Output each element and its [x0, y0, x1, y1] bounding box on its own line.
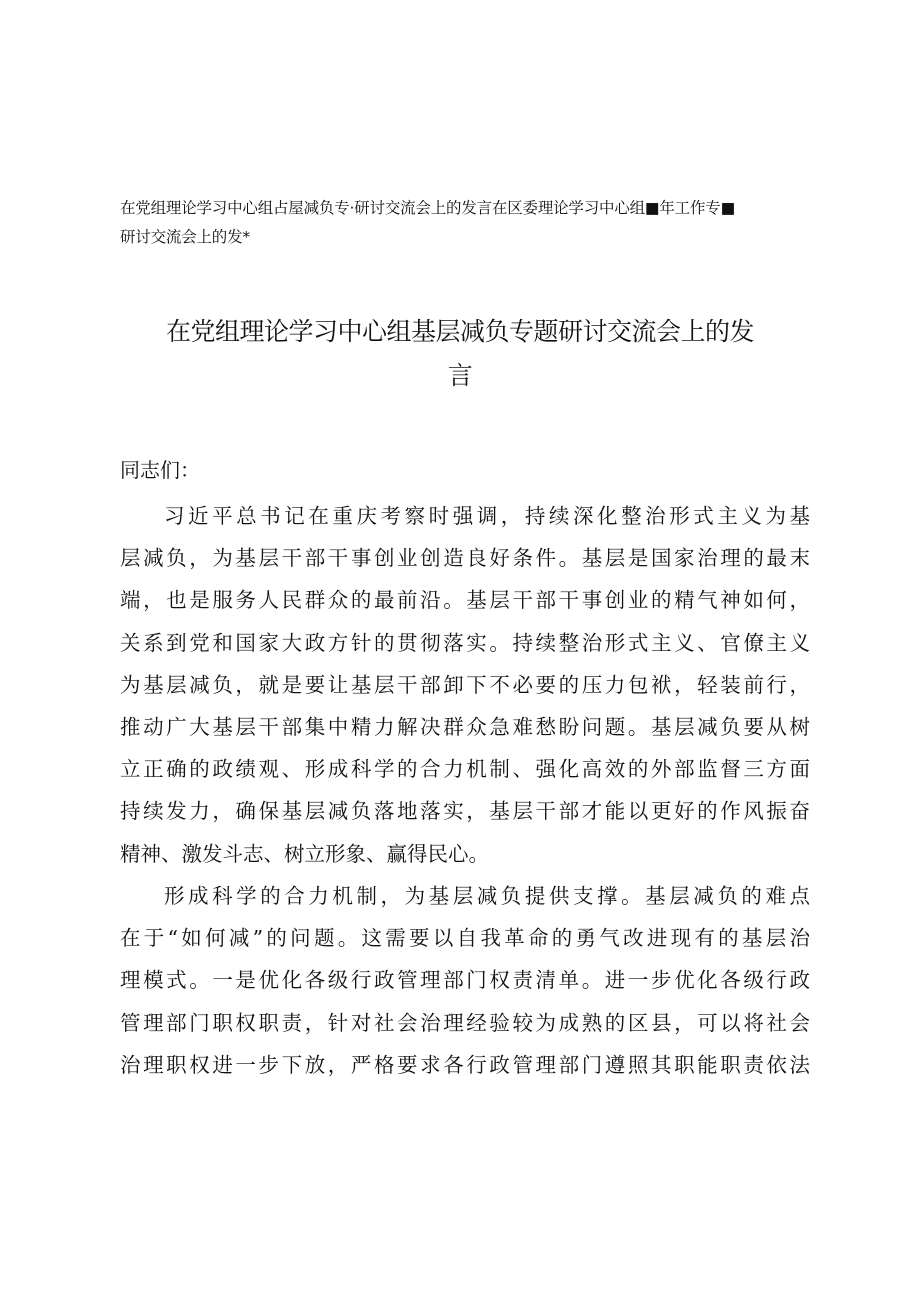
paragraph-1: [120, 495, 810, 875]
paragraph-line: 理模式。一是优化各级行政管理部门权责清单。进一步优化各级行政: [120, 968, 810, 993]
paragraph-line: 治理职权进一步下放，严格要求各行政管理部门遵照其职能职责依法: [120, 1052, 810, 1077]
paragraph-line: 端，也是服务人民群众的最前沿。基层干部干事创业的精气神如何，: [120, 588, 810, 613]
header-line-1: 在党组理论学习中心组占屋减负专·研讨交流会上的发言在区委理论学习中心组■年工作专■: [120, 199, 736, 217]
document-title: [120, 310, 800, 398]
paragraph-line: 形成科学的合力机制，为基层减负提供支撑。基层减负的难点: [164, 884, 810, 908]
title-line-2: 言: [447, 361, 473, 390]
paragraph-line: 精神、激发斗志、树立形象、赢得民心。: [120, 841, 489, 866]
header-line-2: 研讨交流会上的发*: [120, 228, 250, 246]
paragraph-line: 管理部门职权职责，针对社会治理经验较为成熟的区县，可以将社会: [120, 1010, 810, 1035]
salutation: 同志们：: [120, 458, 200, 482]
paragraph-line: 持续发力，确保基层减负落地落实，基层干部才能以更好的作风振奋: [120, 799, 810, 824]
paragraph-line: 在于“如何减”的问题。这需要以自我革命的勇气改进现有的基层治: [120, 926, 810, 951]
paragraph-line: 为基层减负，就是要让基层干部卸下不必要的压力包袱，轻装前行，: [120, 672, 810, 697]
paragraph-line: 立正确的政绩观、形成科学的合力机制、强化高效的外部监督三方面: [120, 757, 810, 782]
title-line-1: 在党组理论学习中心组基层减负专题研讨交流会上的发: [165, 317, 754, 346]
paragraph-2: [120, 875, 810, 1086]
paragraph-line: 习近平总书记在重庆考察时强调，持续深化整治形式主义为基: [164, 504, 810, 528]
paragraph-line: 层减负，为基层干部干事创业创造良好条件。基层是国家治理的最末: [120, 546, 810, 571]
paragraph-line: 关系到党和国家大政方针的贯彻落实。持续整治形式主义、官僚主义: [120, 630, 810, 655]
paragraph-line: 推动广大基层干部集中精力解决群众急难愁盼问题。基层减负要从树: [120, 714, 810, 739]
